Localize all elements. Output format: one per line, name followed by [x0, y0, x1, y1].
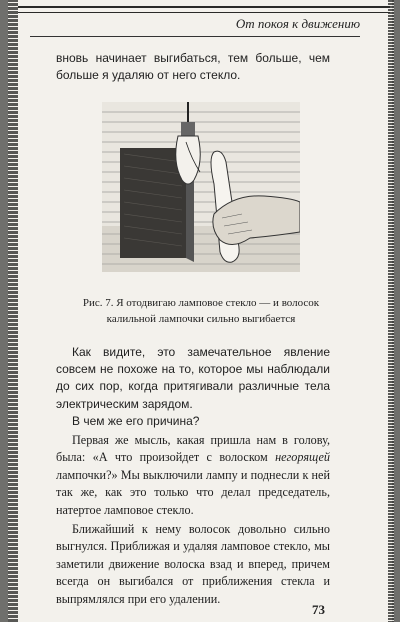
paragraph-question: В чем же его причина?	[72, 413, 200, 428]
figure-7-illustration	[102, 102, 300, 272]
caption-line-1: Рис. 7. Я отодвигаю ламповое стекло — и волосок	[82, 297, 320, 309]
page-border-top	[18, 6, 390, 13]
figure-caption	[56, 296, 346, 327]
paragraph-observation: Как видите, это замечательное явление совсем не похоже на то, которое мы наблюдали до сих пор, когда притягивали различные тела электрическим зарядом.	[56, 345, 330, 411]
page-border-left	[8, 0, 18, 622]
p1-text-start: Первая же мысль, какая пришла нам в голову, была: «А что произойдет с волоском	[56, 433, 330, 465]
page-border-right	[388, 0, 394, 622]
top-paragraph	[56, 50, 330, 84]
p1-text-end: лампочки?» Мы выключили лампу и поднесли к ней так же, как это только что делал председатель, натертое ламповое стекло.	[56, 467, 330, 517]
caption-line-2: калильной лампочки сильно выгибается	[106, 312, 296, 325]
running-header: От покоя к движению	[30, 16, 360, 37]
paragraph-first-thought	[56, 432, 330, 519]
paragraph-nearest-filament: Ближайший к нему волосок довольно сильно выгнулся. Приближая и удаляя ламповое стекло, мы заметили движение волоска взад и вперед, причем всегда он выгибался от приближения стекла и выпрямлялся при его удалении.	[56, 522, 330, 606]
page-number: 73	[312, 602, 325, 617]
middle-paragraphs	[56, 344, 330, 430]
top-paragraph-text: вновь начинает выгибаться, тем больше, чем больше я удаляю от него стекло.	[56, 51, 330, 83]
p1-italic-word: негорящей	[275, 450, 330, 465]
bottom-paragraphs	[56, 432, 330, 608]
